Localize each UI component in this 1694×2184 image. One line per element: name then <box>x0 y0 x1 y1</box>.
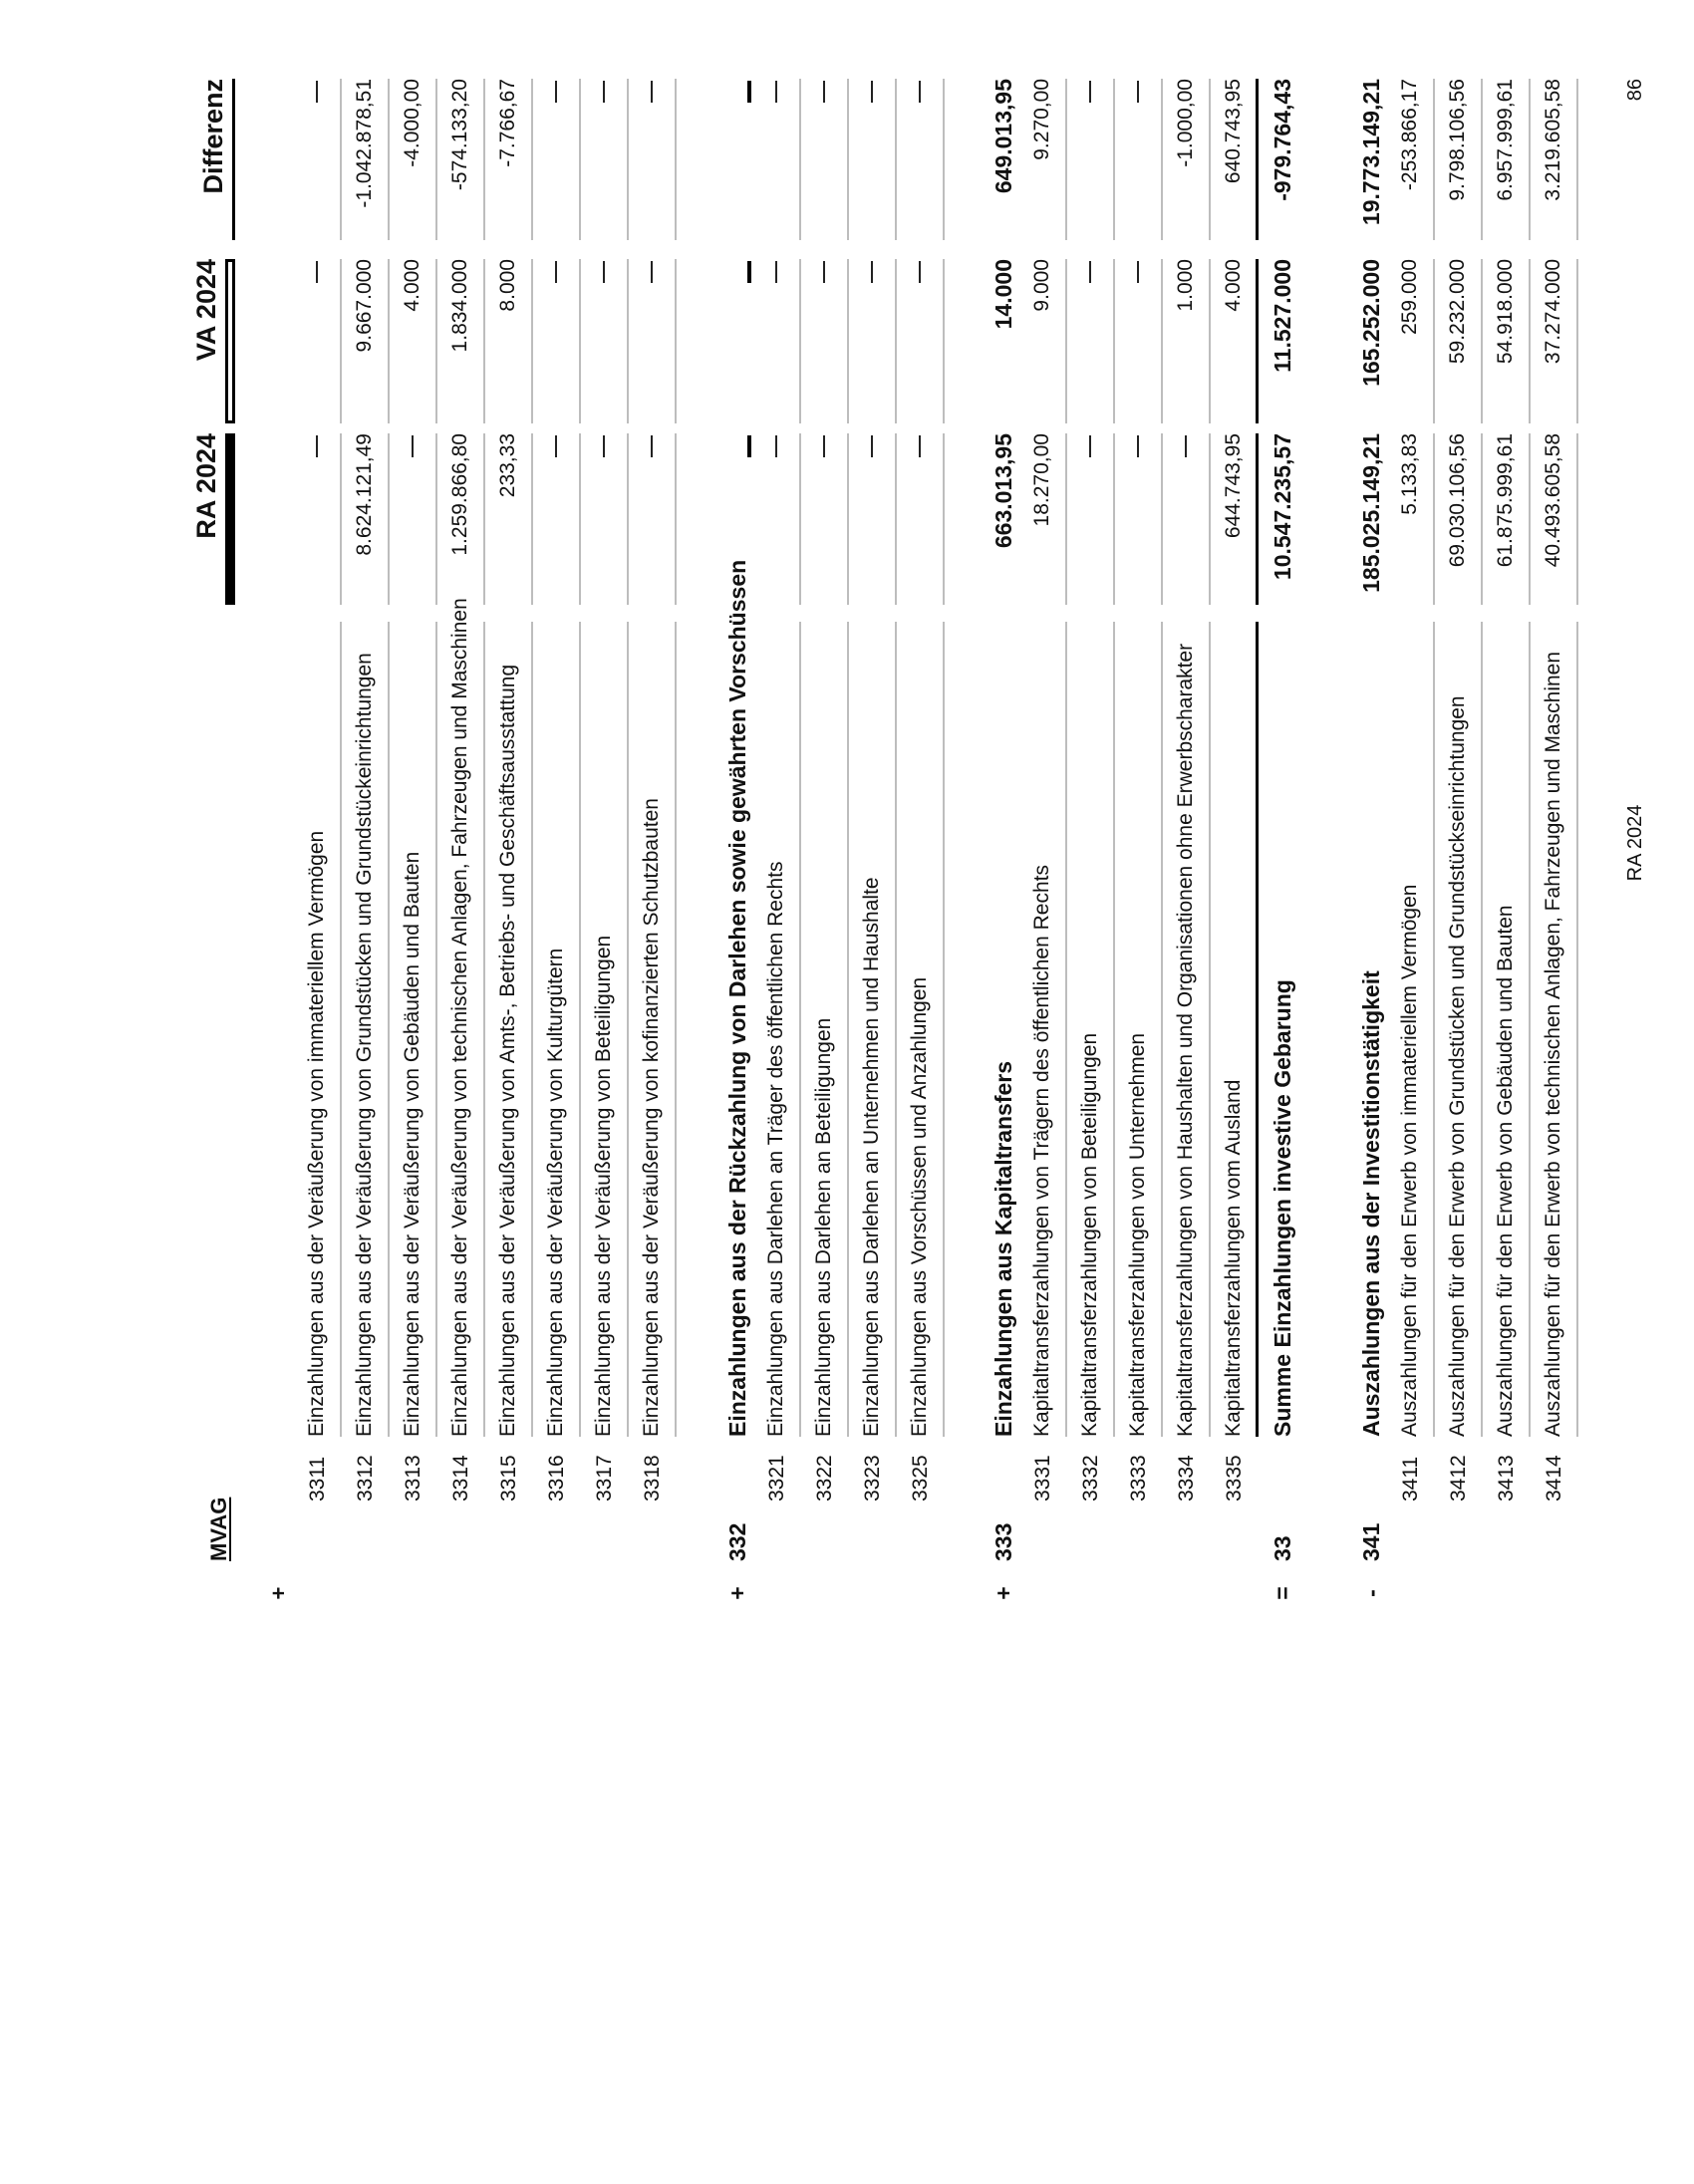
table-row <box>485 0 533 2184</box>
table-row <box>1387 0 1435 2184</box>
account-code: 3413 <box>1495 1455 1518 1502</box>
dash-empty-value <box>919 81 921 103</box>
sign-row <box>264 0 294 2184</box>
dash-empty-value <box>412 435 414 457</box>
heading-row <box>1349 0 1387 2184</box>
ra-2024-value: 40.493.605,58 <box>1531 433 1578 605</box>
differenz-value: -1.000,00 <box>1163 79 1211 240</box>
description: Einzahlungen aus der Veräußerung von Beteiligungen <box>581 622 629 1437</box>
dash-empty-value <box>747 81 751 103</box>
va-2024-value <box>897 259 945 423</box>
account-code: 3314 <box>449 1455 472 1502</box>
dash-empty-value <box>603 81 605 103</box>
description: Auszahlungen aus der Investitionstätigkeit <box>1358 970 1384 1437</box>
description: Einzahlungen aus der Veräußerung von Gebäuden und Bauten <box>390 622 437 1437</box>
differenz-value: 9.270,00 <box>1019 79 1067 240</box>
mvag-code: 33 <box>1269 1535 1295 1561</box>
differenz-value <box>849 79 897 240</box>
va-2024-value: 59.232.000 <box>1435 259 1483 423</box>
va-2024-value: 11.527.000 <box>1269 259 1295 373</box>
ra-2024-value: 644.743,95 <box>1211 433 1259 605</box>
dash-empty-value <box>316 435 318 457</box>
dash-empty-value <box>316 261 318 283</box>
dash-empty-value <box>651 435 653 457</box>
operator-sign: = <box>1269 1586 1295 1600</box>
dash-empty-value <box>871 435 873 457</box>
differenz-value: 640.743,95 <box>1211 79 1259 240</box>
va-2024-value: 1.834.000 <box>437 259 485 423</box>
ra-2024-value <box>715 433 753 605</box>
dash-empty-value <box>1137 261 1139 283</box>
account-code: 3312 <box>354 1455 377 1502</box>
operator-sign: + <box>990 1586 1016 1600</box>
va-2024-value: 8.000 <box>485 259 533 423</box>
dash-empty-value <box>775 435 777 457</box>
description: Einzahlungen aus Vorschüssen und Anzahlungen <box>897 622 945 1437</box>
account-code: 3332 <box>1079 1455 1102 1502</box>
va-2024-value: 9.667.000 <box>342 259 390 423</box>
va-2024-value <box>294 259 342 423</box>
differenz-value <box>294 79 342 240</box>
dash-empty-value <box>603 261 605 283</box>
va-2024-value <box>801 259 849 423</box>
dash-empty-value <box>555 81 557 103</box>
account-code: 3313 <box>402 1455 424 1502</box>
ra-2024-value: 8.624.121,49 <box>342 433 390 605</box>
account-code: 3318 <box>641 1455 664 1502</box>
dash-empty-value <box>1185 435 1187 457</box>
differenz-value <box>1067 79 1115 240</box>
ra-2024-value: 69.030.106,56 <box>1435 433 1483 605</box>
va-2024-value: 165.252.000 <box>1358 259 1384 387</box>
differenz-value: 6.957.999,61 <box>1483 79 1531 240</box>
ra-2024-value: 5.133,83 <box>1387 433 1435 605</box>
differenz-value: 9.798.106,56 <box>1435 79 1483 240</box>
table-row <box>1163 0 1211 2184</box>
va-2024-value <box>753 259 801 423</box>
va-2024-value <box>1115 259 1163 423</box>
ra-2024-value: 185.025.149,21 <box>1358 433 1384 593</box>
account-code: 3331 <box>1031 1455 1054 1502</box>
ra-2024-value <box>581 433 629 605</box>
va-2024-value <box>849 259 897 423</box>
ra-2024-header: RA 2024 <box>189 433 235 605</box>
description: Kapitaltransferzahlungen von Unternehmen <box>1115 622 1163 1437</box>
differenz-value: -979.764,43 <box>1269 79 1295 201</box>
dash-empty-value <box>1137 81 1139 103</box>
operator-sign: - <box>1358 1589 1384 1597</box>
va-2024-value: 4.000 <box>1211 259 1259 423</box>
table-row <box>801 0 849 2184</box>
ra-2024-value: 10.547.235,57 <box>1269 433 1295 581</box>
differenz-value: -7.766,67 <box>485 79 533 240</box>
description: Einzahlungen aus der Veräußerung von technischen Anlagen, Fahrzeugen und Maschinen <box>437 622 485 1437</box>
account-code: 3316 <box>545 1455 568 1502</box>
description: Auszahlungen für den Erwerb von immateriellem Vermögen <box>1387 622 1435 1437</box>
mvag-header: MVAG <box>206 1497 231 1561</box>
description: Kapitaltransferzahlungen von Trägern des öffentlichen Rechts <box>1019 622 1067 1437</box>
differenz-value <box>897 79 945 240</box>
dash-empty-value <box>919 435 921 457</box>
va-2024-value: 1.000 <box>1163 259 1211 423</box>
dash-empty-value <box>1089 81 1091 103</box>
va-2024-value: 14.000 <box>990 259 1016 330</box>
table-row <box>437 0 485 2184</box>
ra-2024-value: 663.013,95 <box>990 433 1016 549</box>
footer-title: RA 2024 <box>1624 804 1646 882</box>
account-code: 3414 <box>1543 1455 1565 1502</box>
differenz-value: -1.042.878,51 <box>342 79 390 240</box>
va-2024-value <box>581 259 629 423</box>
va-2024-value <box>629 259 677 423</box>
description: Einzahlungen aus der Veräußerung von kofinanzierten Schutzbauten <box>629 622 677 1437</box>
va-2024-value <box>1067 259 1115 423</box>
table-row <box>1067 0 1115 2184</box>
description: Einzahlungen aus Darlehen an Träger des öffentlichen Rechts <box>753 622 801 1437</box>
account-code: 3317 <box>593 1455 616 1502</box>
account-code: 3334 <box>1175 1455 1198 1502</box>
va-2024-value <box>715 259 753 423</box>
differenz-header: Differenz <box>189 79 235 240</box>
table-header <box>189 0 235 2184</box>
dash-empty-value <box>651 261 653 283</box>
account-code: 3412 <box>1447 1455 1470 1502</box>
differenz-value: -253.866,17 <box>1387 79 1435 240</box>
dash-empty-value <box>747 435 751 457</box>
description: Kapitaltransferzahlungen von Beteiligungen <box>1067 622 1115 1437</box>
ra-2024-value <box>294 433 342 605</box>
account-code: 3323 <box>861 1455 884 1502</box>
table-row <box>1115 0 1163 2184</box>
va-2024-value: 4.000 <box>390 259 437 423</box>
mvag-code: 332 <box>724 1522 750 1561</box>
description: Einzahlungen aus der Rückzahlung von Darlehen sowie gewährten Vorschüssen <box>724 559 750 1437</box>
dash-empty-value <box>823 435 825 457</box>
differenz-value: -4.000,00 <box>390 79 437 240</box>
differenz-value <box>801 79 849 240</box>
description: Auszahlungen für den Erwerb von technischen Anlagen, Fahrzeugen und Maschinen <box>1531 622 1578 1437</box>
differenz-value <box>629 79 677 240</box>
va-2024-value: 54.918.000 <box>1483 259 1531 423</box>
ra-2024-value: 61.875.999,61 <box>1483 433 1531 605</box>
table-row <box>1483 0 1531 2184</box>
ra-2024-value: 18.270,00 <box>1019 433 1067 605</box>
differenz-value: 19.773.149,21 <box>1358 79 1384 226</box>
dash-empty-value <box>1089 435 1091 457</box>
dash-empty-value <box>747 261 751 283</box>
description: Einzahlungen aus der Veräußerung von Kulturgütern <box>533 622 581 1437</box>
sum-row <box>1259 0 1306 2184</box>
differenz-value: 649.013,95 <box>990 79 1016 194</box>
differenz-value <box>1115 79 1163 240</box>
differenz-value <box>715 79 753 240</box>
account-code: 3325 <box>909 1455 932 1502</box>
table-row <box>533 0 581 2184</box>
table-row <box>1531 0 1578 2184</box>
ra-2024-value <box>390 433 437 605</box>
dash-empty-value <box>1089 261 1091 283</box>
account-code: 3311 <box>306 1456 329 1502</box>
description: Kapitaltransferzahlungen von Haushalten und Organisationen ohne Erwerbscharakter <box>1163 622 1211 1437</box>
operator-sign: + <box>266 1586 291 1600</box>
ra-2024-value <box>533 433 581 605</box>
mvag-code: 333 <box>990 1522 1016 1561</box>
dash-empty-value <box>651 81 653 103</box>
table-row <box>342 0 390 2184</box>
va-2024-value: 9.000 <box>1019 259 1067 423</box>
dash-empty-value <box>823 81 825 103</box>
table-row <box>1435 0 1483 2184</box>
account-code: 3322 <box>813 1455 836 1502</box>
description: Einzahlungen aus Kapitaltransfers <box>990 1060 1016 1437</box>
description: Einzahlungen aus Darlehen an Unternehmen und Haushalte <box>849 622 897 1437</box>
ra-2024-value <box>1115 433 1163 605</box>
description: Auszahlungen für den Erwerb von Gebäuden und Bauten <box>1483 622 1531 1437</box>
dash-empty-value <box>555 435 557 457</box>
dash-empty-value <box>775 81 777 103</box>
dash-empty-value <box>603 435 605 457</box>
table-row <box>294 0 342 2184</box>
differenz-value: -574.133,20 <box>437 79 485 240</box>
table-row <box>849 0 897 2184</box>
dash-empty-value <box>823 261 825 283</box>
description: Summe Einzahlungen investive Gebarung <box>1269 979 1295 1437</box>
page-number: 86 <box>1624 79 1646 102</box>
table-row <box>581 0 629 2184</box>
account-code: 3321 <box>765 1455 788 1502</box>
dash-empty-value <box>775 261 777 283</box>
dash-empty-value <box>555 261 557 283</box>
dash-empty-value <box>1137 435 1139 457</box>
va-2024-value: 37.274.000 <box>1531 259 1578 423</box>
dash-empty-value <box>871 81 873 103</box>
va-2024-value: 259.000 <box>1387 259 1435 423</box>
va-2024-header: VA 2024 <box>191 259 221 362</box>
ra-2024-value <box>753 433 801 605</box>
ra-2024-value: 1.259.866,80 <box>437 433 485 605</box>
heading-row <box>715 0 753 2184</box>
ra-2024-value <box>897 433 945 605</box>
differenz-value: 3.219.605,58 <box>1531 79 1578 240</box>
table-row <box>629 0 677 2184</box>
table-row <box>1211 0 1259 2184</box>
description: Einzahlungen aus Darlehen an Beteiligungen <box>801 622 849 1437</box>
ra-2024-value <box>801 433 849 605</box>
mvag-code: 341 <box>1358 1522 1384 1561</box>
dash-empty-value <box>316 81 318 103</box>
ra-2024-value <box>629 433 677 605</box>
dash-empty-value <box>871 261 873 283</box>
table-row <box>390 0 437 2184</box>
ra-2024-value: 233,33 <box>485 433 533 605</box>
description: Auszahlungen für den Erwerb von Grundstücken und Grundstückseinrichtungen <box>1435 622 1483 1437</box>
heading-row <box>982 0 1019 2184</box>
ra-2024-value <box>1067 433 1115 605</box>
differenz-value <box>581 79 629 240</box>
account-code: 3335 <box>1223 1455 1246 1502</box>
dash-empty-value <box>919 261 921 283</box>
table-row <box>1019 0 1067 2184</box>
description: Kapitaltransferzahlungen vom Ausland <box>1211 622 1259 1437</box>
table-row <box>897 0 945 2184</box>
ra-2024-value <box>849 433 897 605</box>
description: Einzahlungen aus der Veräußerung von immateriellem Vermögen <box>294 622 342 1437</box>
account-code: 3315 <box>497 1455 520 1502</box>
table-row <box>753 0 801 2184</box>
differenz-value <box>753 79 801 240</box>
va-2024-value <box>533 259 581 423</box>
account-code: 3333 <box>1127 1455 1150 1502</box>
va-header-underline <box>225 259 235 423</box>
ra-2024-value <box>1163 433 1211 605</box>
description: Einzahlungen aus der Veräußerung von Amts-, Betriebs- und Geschäftsausstattung <box>485 622 533 1437</box>
operator-sign: + <box>724 1586 750 1600</box>
account-code: 3411 <box>1399 1456 1422 1502</box>
differenz-value <box>533 79 581 240</box>
description: Einzahlungen aus der Veräußerung von Grundstücken und Grundstückeinrichtungen <box>342 622 390 1437</box>
